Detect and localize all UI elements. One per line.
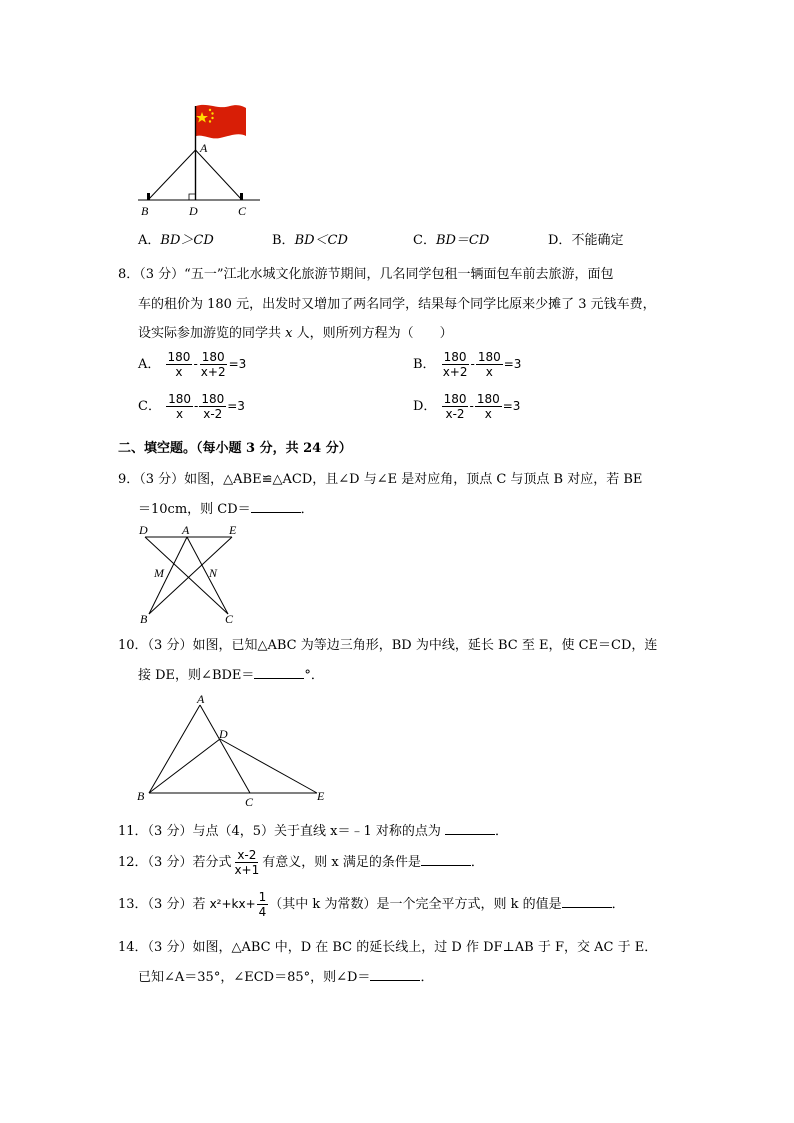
triangle-figure bbox=[135, 690, 335, 810]
q12-answer-blank bbox=[421, 853, 471, 866]
label-a: A bbox=[182, 523, 190, 537]
label-b: B bbox=[140, 612, 148, 626]
label-m: M bbox=[154, 566, 164, 580]
flag-triangle-figure bbox=[138, 100, 268, 220]
q9-answer-blank bbox=[251, 500, 301, 513]
label-d: D bbox=[189, 204, 198, 218]
q10-line2: 接 DE，则∠BDE＝ °． bbox=[138, 668, 324, 683]
star-figure bbox=[135, 520, 245, 630]
label-n: N bbox=[209, 566, 218, 580]
q7-option-c: C．BD＝CD bbox=[413, 233, 490, 248]
q9-line1: 9．（3 分）如图，△ABE≌△ACD，且∠D 与∠E 是对应角，顶点 C 与顶点 B 对应，若 BE bbox=[118, 472, 643, 487]
label-b: B bbox=[141, 204, 149, 218]
label-b: B bbox=[137, 789, 145, 803]
flag-icon bbox=[196, 105, 246, 139]
q14-line1: 14．（3 分）如图，△ABC 中，D 在 BC 的延长线上，过 D 作 DF⊥AB 于 F，交 AC 于 E． bbox=[118, 940, 658, 955]
q14-answer-blank bbox=[370, 968, 420, 981]
q8-option-a: A． $\frac{180}{x}$ - $\frac{180}{x+2}$ =3 bbox=[138, 350, 247, 379]
label-c: C bbox=[238, 204, 247, 218]
q11-answer-blank bbox=[445, 822, 495, 835]
label-e: E bbox=[229, 523, 237, 537]
q8-option-b: B． $\frac{180}{x+2}$ - $\frac{180}{x}$ =3 bbox=[413, 350, 522, 379]
q7-option-d: D．不能确定 bbox=[548, 233, 624, 248]
q10-line1: 10．（3 分）如图，已知△ABC 为等边三角形，BD 为中线，延长 BC 至 E，使 CE＝CD，连 bbox=[118, 638, 658, 653]
label-c: C bbox=[245, 795, 254, 809]
label-d: D bbox=[139, 523, 148, 537]
q13-answer-blank bbox=[562, 895, 612, 908]
q8-line1: 8．（3 分）“五一”江北水城文化旅游节期间，几名同学包租一辆面包车前去旅游，面包 bbox=[118, 267, 614, 282]
q9-line2: ＝10cm，则 CD＝ ． bbox=[138, 502, 314, 517]
section-title: 二、填空题。（每小题 3 分，共 24 分） bbox=[118, 441, 352, 456]
label-a: A bbox=[197, 692, 205, 706]
q12-line: 12．（3 分）若分式 $\frac{x-2}{x+1}$ 有意义，则 x 满足的条件是 ． bbox=[118, 848, 484, 877]
q7-option-a: A．BD＞CD bbox=[138, 233, 214, 248]
q11-line: 11．（3 分）与点（4，5）关于直线 x＝﹣1 对称的点为 ． bbox=[118, 824, 509, 839]
q8-line3: 设实际参加游览的同学共 x 人，则所列方程为（ ） bbox=[138, 326, 453, 341]
label-d: D bbox=[219, 727, 228, 741]
q8-line2: 车的租价为 180 元，出发时又增加了两名同学，结果每个同学比原来少摊了 3 元钱车费， bbox=[138, 297, 656, 312]
q13-line: 13．（3 分）若 x²+kx+ $\frac{1}{4}$ （其中 k 为常数）是一个完全平方式，则 k 的值是 ． bbox=[118, 890, 625, 919]
label-a: A bbox=[200, 141, 208, 155]
label-e: E bbox=[317, 789, 325, 803]
q14-line2: 已知∠A＝35°，∠ECD＝85°，则∠D＝ ． bbox=[138, 970, 434, 985]
q7-option-b: B．BD＜CD bbox=[272, 233, 348, 248]
q8-option-d: D． $\frac{180}{x-2}$ - $\frac{180}{x}$ =3 bbox=[413, 392, 521, 421]
q8-option-c: C． $\frac{180}{x}$ - $\frac{180}{x-2}$ =3 bbox=[138, 392, 245, 421]
label-c: C bbox=[225, 612, 234, 626]
q10-answer-blank bbox=[254, 666, 304, 679]
